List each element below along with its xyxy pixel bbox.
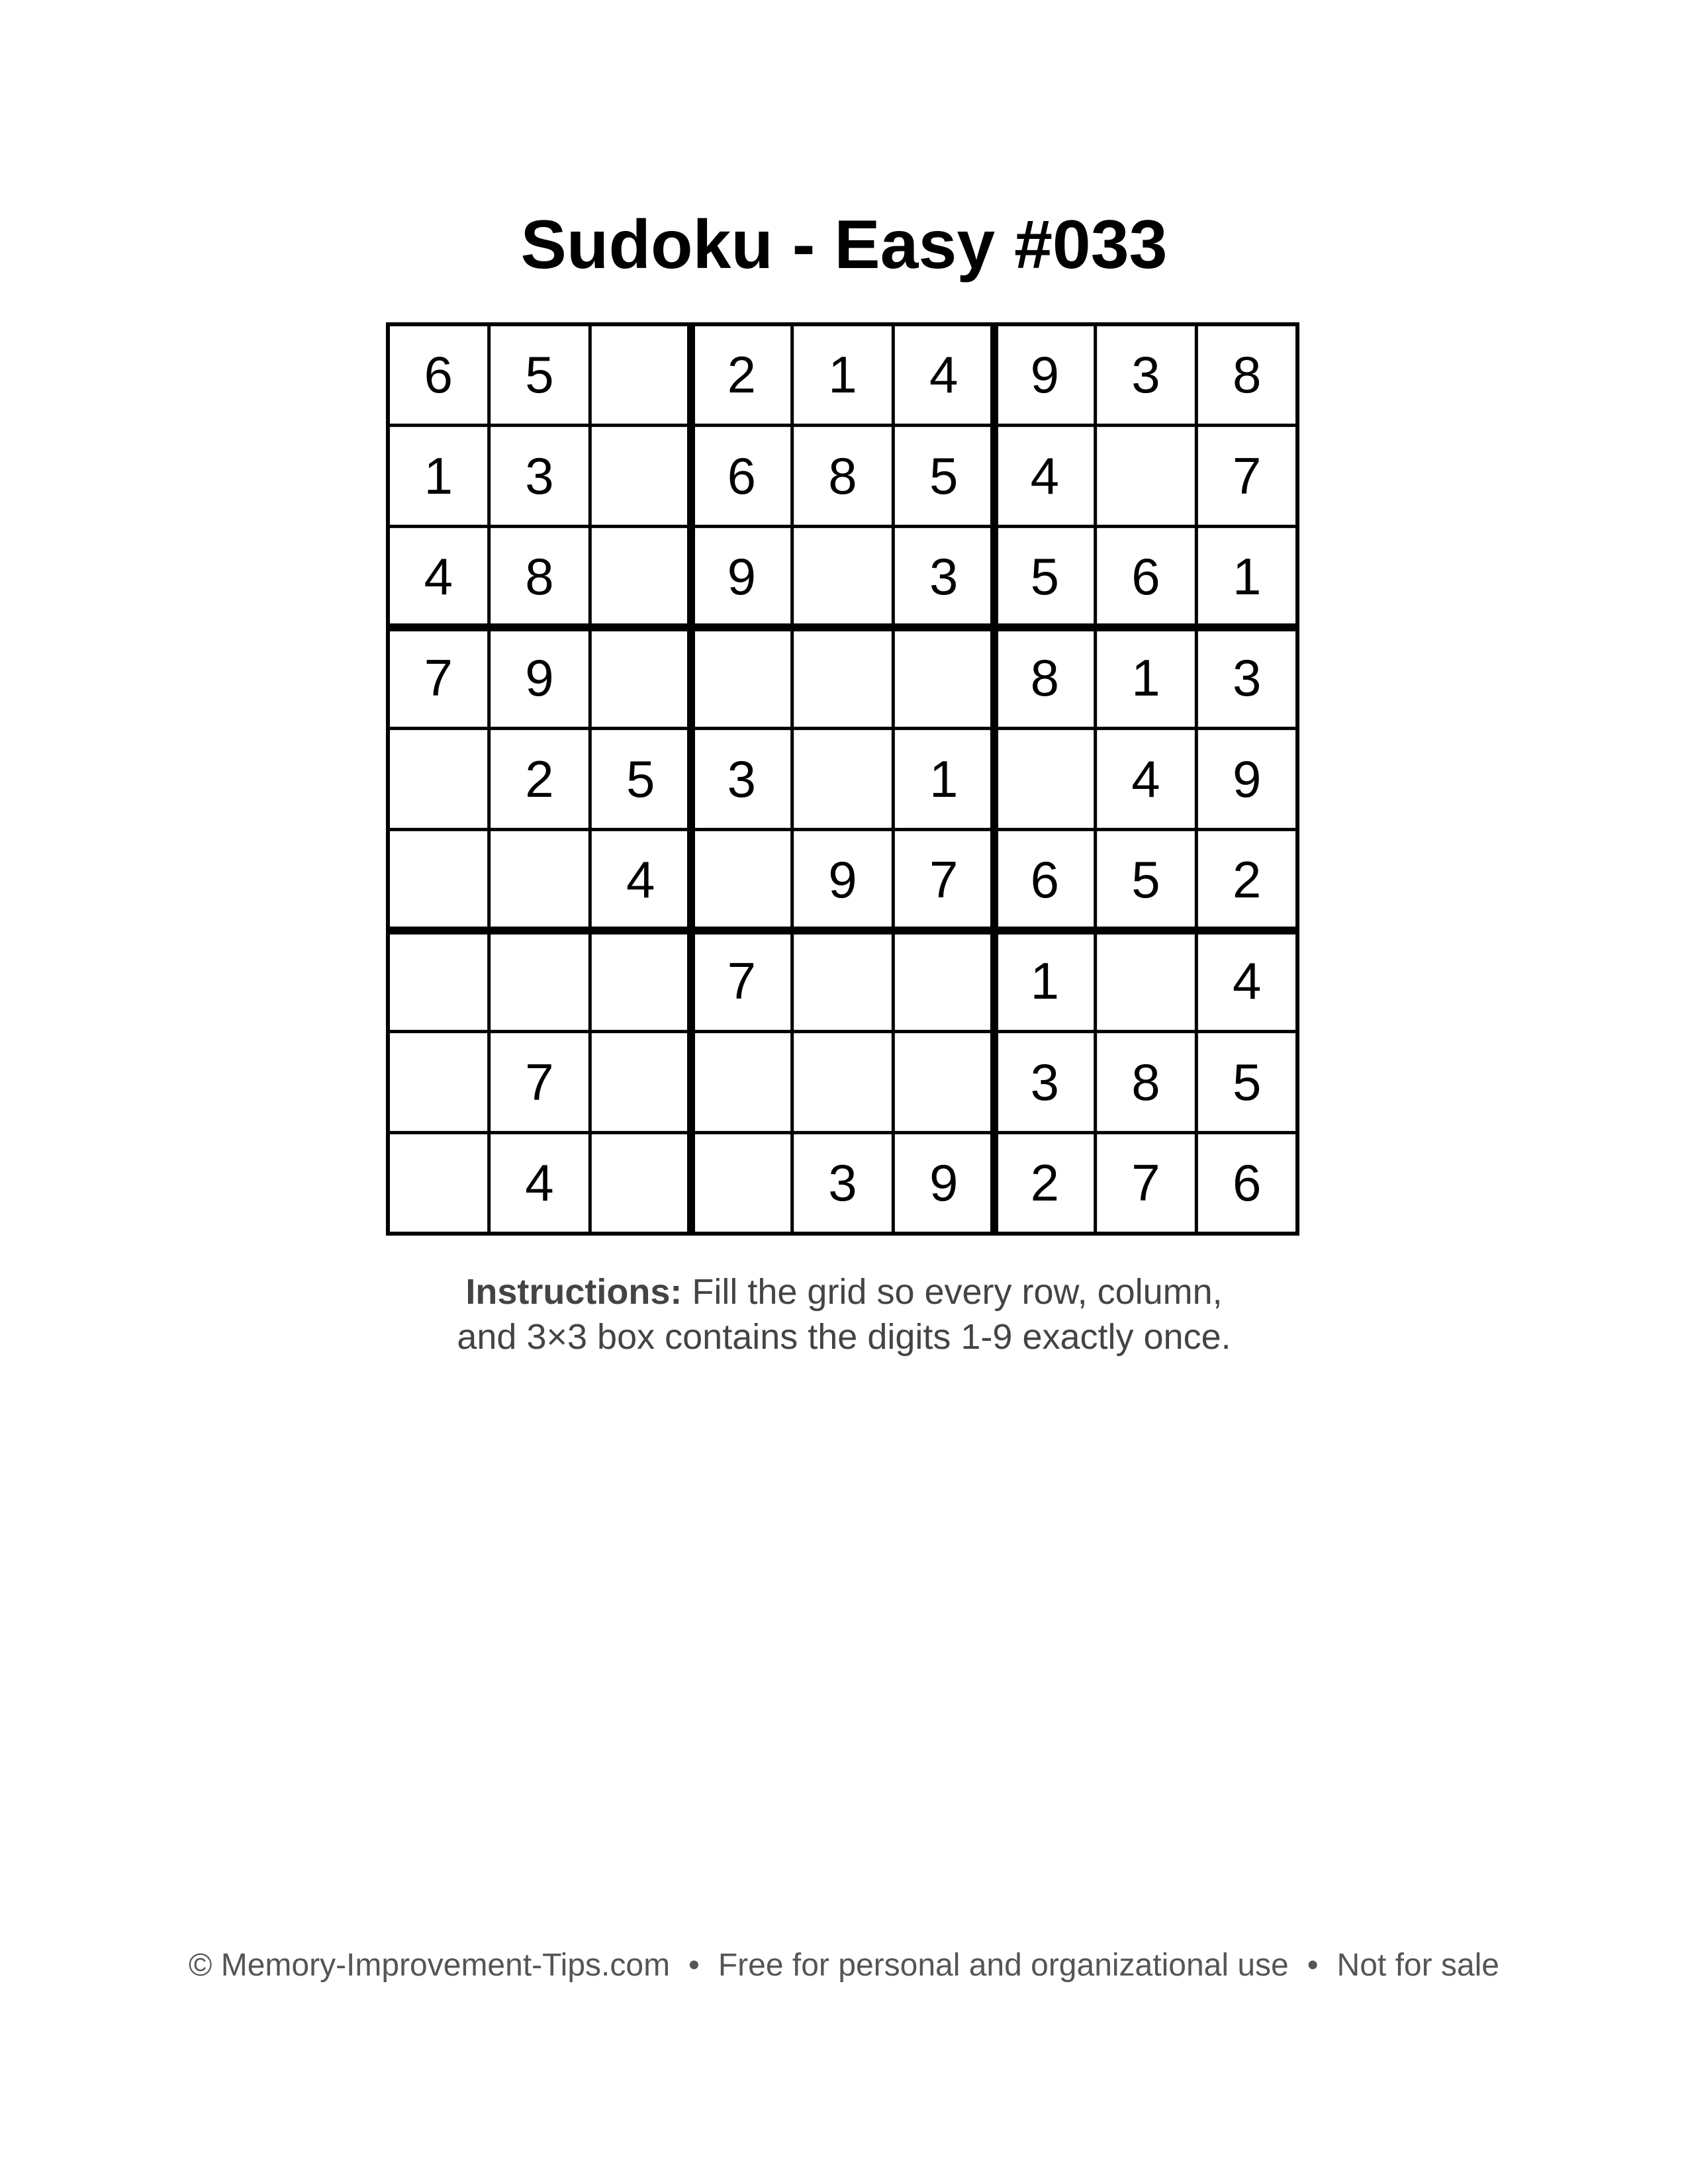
given-cell: 9: [1232, 749, 1262, 808]
given-cell: 5: [1131, 850, 1160, 909]
given-cell: 4: [929, 345, 959, 404]
given-cell: 1: [1030, 952, 1060, 1010]
given-cell: 4: [1030, 446, 1060, 505]
given-cell: 7: [525, 1052, 554, 1111]
given-cell: 5: [1232, 1052, 1262, 1111]
given-cell: 9: [828, 850, 857, 909]
given-cell: 1: [929, 749, 959, 808]
instructions-line-1: [0, 1269, 1688, 1314]
empty-cell[interactable]: [590, 426, 691, 527]
empty-cell[interactable]: [388, 1032, 489, 1133]
instructions-line-2: and 3×3 box contains the digits 1-9 exactly once.: [457, 1317, 1231, 1357]
given-cell: 7: [727, 952, 757, 1010]
empty-cell[interactable]: [590, 526, 691, 627]
given-cell: 7: [1232, 446, 1262, 505]
given-cell: 3: [929, 547, 959, 606]
given-cell: 9: [929, 1154, 959, 1212]
given-cell: 6: [727, 446, 757, 505]
empty-cell[interactable]: [893, 627, 994, 729]
given-cell: 2: [1232, 850, 1262, 909]
given-cell: 3: [525, 446, 554, 505]
given-cell: 2: [727, 345, 757, 404]
given-cell: 8: [1030, 649, 1060, 707]
given-cell: 2: [525, 749, 554, 808]
empty-cell[interactable]: [893, 931, 994, 1032]
given-cell: 5: [626, 749, 655, 808]
empty-cell[interactable]: [792, 729, 894, 830]
given-cell: 4: [1131, 749, 1160, 808]
given-cell: 4: [1232, 952, 1262, 1010]
given-cell: 8: [525, 547, 554, 606]
given-cell: 3: [1232, 649, 1262, 707]
sudoku-grid: [388, 324, 1297, 1234]
given-cell: 5: [929, 446, 959, 505]
footer-copyright: © Memory-Improvement-Tips.com: [189, 1948, 671, 1983]
empty-cell[interactable]: [590, 324, 691, 426]
empty-cell[interactable]: [1096, 426, 1197, 527]
given-cell: 5: [1030, 547, 1060, 606]
empty-cell[interactable]: [691, 1132, 792, 1234]
empty-cell[interactable]: [691, 1032, 792, 1133]
instructions-label: Instructions:: [465, 1272, 682, 1312]
given-cell: 4: [424, 547, 453, 606]
footer-separator: •: [688, 1948, 700, 1983]
given-cell: 7: [1131, 1154, 1160, 1212]
given-cell: 3: [1030, 1052, 1060, 1111]
given-cell: 4: [626, 850, 655, 909]
given-cell: 8: [828, 446, 857, 505]
given-cell: 7: [424, 649, 453, 707]
given-cell: 1: [424, 446, 453, 505]
empty-cell[interactable]: [489, 931, 590, 1032]
footer-not-for-sale: Not for sale: [1336, 1948, 1499, 1983]
given-cell: 3: [1131, 345, 1160, 404]
page-title: Sudoku - Easy #033: [520, 206, 1168, 283]
empty-cell[interactable]: [792, 526, 894, 627]
given-cell: 3: [828, 1154, 857, 1212]
empty-cell[interactable]: [590, 931, 691, 1032]
given-cell: 2: [1030, 1154, 1060, 1212]
empty-cell[interactable]: [691, 829, 792, 931]
empty-cell[interactable]: [1096, 931, 1197, 1032]
empty-cell[interactable]: [489, 829, 590, 931]
given-cell: 9: [727, 547, 757, 606]
given-cell: 9: [525, 649, 554, 707]
given-cell: 6: [1131, 547, 1160, 606]
given-cell: 6: [1030, 850, 1060, 909]
given-cell: 8: [1232, 345, 1262, 404]
given-cell: 4: [525, 1154, 554, 1212]
footer-separator: •: [1307, 1948, 1319, 1983]
given-cell: 9: [1030, 345, 1060, 404]
empty-cell[interactable]: [388, 1132, 489, 1234]
given-cell: 6: [1232, 1154, 1262, 1212]
instructions: [0, 1269, 1688, 1359]
empty-cell[interactable]: [893, 1032, 994, 1133]
given-cell: 7: [929, 850, 959, 909]
empty-cell[interactable]: [792, 1032, 894, 1133]
footer: [0, 1946, 1688, 1985]
empty-cell[interactable]: [994, 729, 1096, 830]
given-cell: 6: [424, 345, 453, 404]
empty-cell[interactable]: [388, 931, 489, 1032]
given-cell: 8: [1131, 1052, 1160, 1111]
empty-cell[interactable]: [388, 729, 489, 830]
footer-usage: Free for personal and organizational use: [718, 1948, 1289, 1983]
instructions-text-1: Fill the grid so every row, column,: [692, 1272, 1223, 1312]
given-cell: 1: [1232, 547, 1262, 606]
empty-cell[interactable]: [590, 1132, 691, 1234]
empty-cell[interactable]: [691, 627, 792, 729]
given-cell: 1: [828, 345, 857, 404]
given-cell: 3: [727, 749, 757, 808]
given-cell: 1: [1131, 649, 1160, 707]
empty-cell[interactable]: [388, 829, 489, 931]
empty-cell[interactable]: [590, 627, 691, 729]
empty-cell[interactable]: [590, 1032, 691, 1133]
given-cell: 5: [525, 345, 554, 404]
empty-cell[interactable]: [792, 931, 894, 1032]
empty-cell[interactable]: [792, 627, 894, 729]
